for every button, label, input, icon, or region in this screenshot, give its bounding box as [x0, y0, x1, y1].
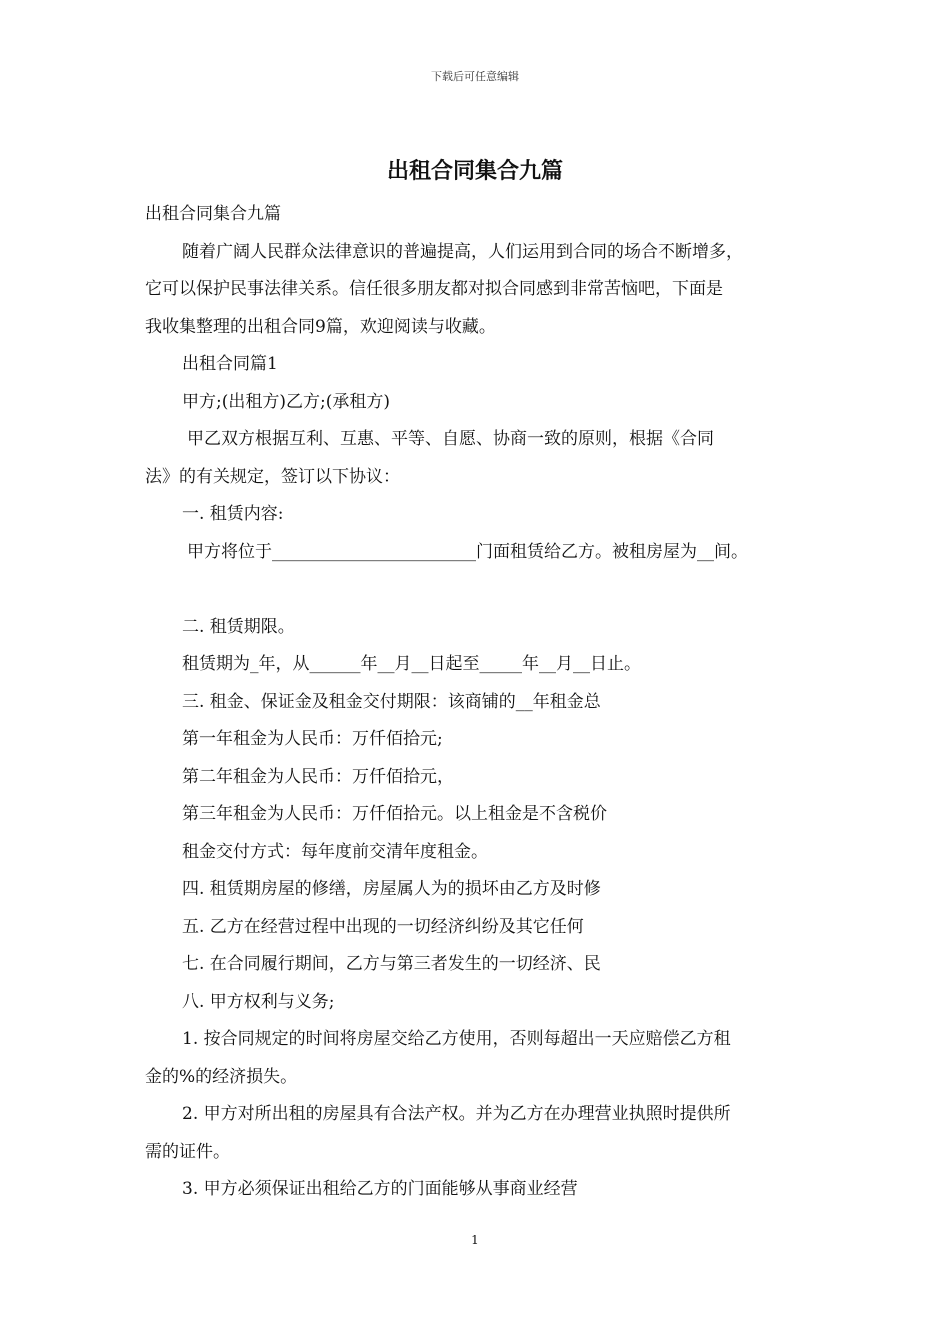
paragraph-line: 法》的有关规定，签订以下协议： [145, 466, 400, 487]
paragraph-line: 租赁期为_年，从______年__月__日起至_____年__月__日止。 [182, 654, 641, 674]
paragraph-line: 金的%的经济损失。 [145, 1066, 298, 1087]
paragraph-line: 租金交付方式：每年度前交清年度租金。 [182, 841, 488, 862]
document-body [145, 196, 813, 1209]
paragraph-line: 甲方;(出租方)乙方;(承租方) [182, 391, 390, 412]
blank-line [145, 571, 813, 609]
paragraph-line: 甲乙双方根据互利、互惠、平等、自愿、协商一致的原则，根据《合同 [187, 429, 714, 449]
paragraph-line: 它可以保护民事法律关系。信任很多朋友都对拟合同感到非常苦恼吧，下面是 [145, 279, 723, 299]
clause-heading: 三. 租金、保证金及租金交付期限：该商铺的__年租金总 [182, 691, 601, 712]
paragraph-line: 2. 甲方对所出租的房屋具有合法产权。并为乙方在办理营业执照时提供所 [182, 1104, 731, 1124]
paragraph-line: 需的证件。 [145, 1141, 230, 1162]
paragraph-line: 我收集整理的出租合同9篇，欢迎阅读与收藏。 [145, 316, 496, 337]
clause-heading: 二. 租赁期限。 [182, 616, 295, 637]
clause-heading: 四. 租赁期房屋的修缮，房屋属人为的损坏由乙方及时修 [182, 879, 601, 899]
paragraph-line: 第二年租金为人民币：万仟佰拾元， [182, 766, 454, 787]
paragraph-line: 第三年租金为人民币：万仟佰拾元。以上租金是不含税价 [182, 804, 607, 824]
paragraph-line: 3. 甲方必须保证出租给乙方的门面能够从事商业经营 [182, 1179, 578, 1199]
paragraph-line: 第一年租金为人民币：万仟佰拾元; [182, 729, 443, 749]
paragraph-line: 甲方将位于________________________门面租赁给乙方。被租房屋为__间。 [187, 541, 748, 562]
clause-heading: 七. 在合同履行期间，乙方与第三者发生的一切经济、民 [182, 954, 601, 974]
clause-heading: 五. 乙方在经营过程中出现的一切经济纠纷及其它任何 [182, 916, 584, 937]
clause-heading: 一. 租赁内容: [182, 504, 284, 524]
section-heading: 出租合同篇1 [182, 354, 278, 374]
paragraph-line: 随着广阔人民群众法律意识的普遍提高，人们运用到合同的场合不断增多， [182, 241, 743, 262]
header-note: 下载后可任意编辑 [431, 70, 519, 83]
paragraph-line: 出租合同集合九篇 [145, 204, 281, 224]
document-title: 出租合同集合九篇 [386, 159, 563, 184]
paragraph-line: 1. 按合同规定的时间将房屋交给乙方使用，否则每超出一天应赔偿乙方租 [182, 1029, 731, 1049]
page-number: 1 [471, 1233, 479, 1247]
clause-heading: 八. 甲方权利与义务; [182, 991, 335, 1012]
